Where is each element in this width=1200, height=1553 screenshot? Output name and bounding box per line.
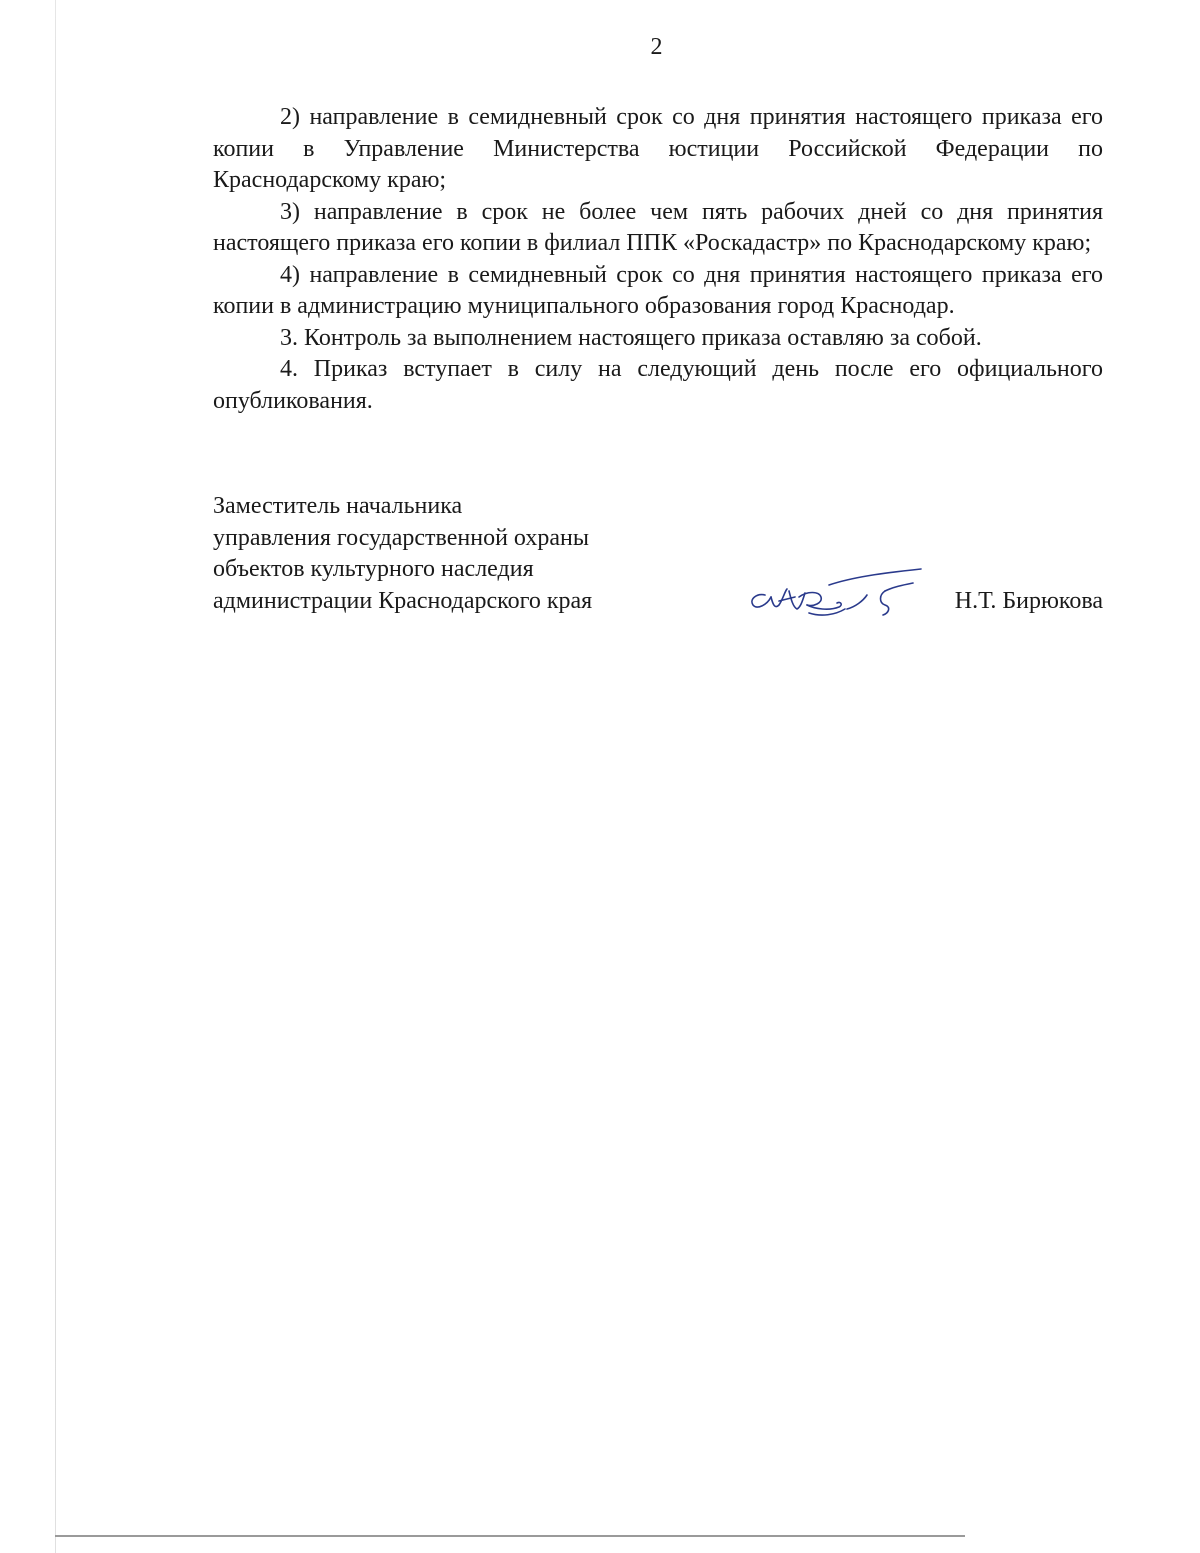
scan-bottom-edge [55,1535,965,1537]
signer-name: Н.Т. Бирюкова [954,587,1103,614]
paragraph-effective-date: 4. Приказ вступает в силу на следующий день после его официального опубликования. [213,356,1103,414]
position-line: объектов культурного наследия [213,556,534,582]
paragraph-item-4: 4) направление в семидневный срок со дня принятия настоящего приказа его копии в администрацию муниципального образования город Краснодар. [213,261,1103,319]
position-line: администрации Краснодарского края [213,587,593,614]
position-line: управления государственной охраны [213,524,589,551]
scan-left-edge [55,0,56,1553]
signature-block [213,491,1103,621]
document-body [213,102,1103,417]
signer-position [213,491,592,617]
position-line: Заместитель начальника [213,493,463,519]
page-number: 2 [650,34,663,60]
paragraph-item-2: 2) направление в семидневный срок со дня принятия настоящего приказа его копии в Управление Министерства юстиции Российской Федерации по Краснодарскому краю; [213,104,1103,193]
handwritten-signature [743,561,938,621]
paragraph-control: 3. Контроль за выполнением настоящего приказа оставляю за собой. [280,324,982,351]
paragraph-item-3: 3) направление в срок не более чем пять рабочих дней со дня принятия настоящего приказа его копии в филиал ППК «Роскадастр» по Краснодарскому краю; [213,198,1103,256]
